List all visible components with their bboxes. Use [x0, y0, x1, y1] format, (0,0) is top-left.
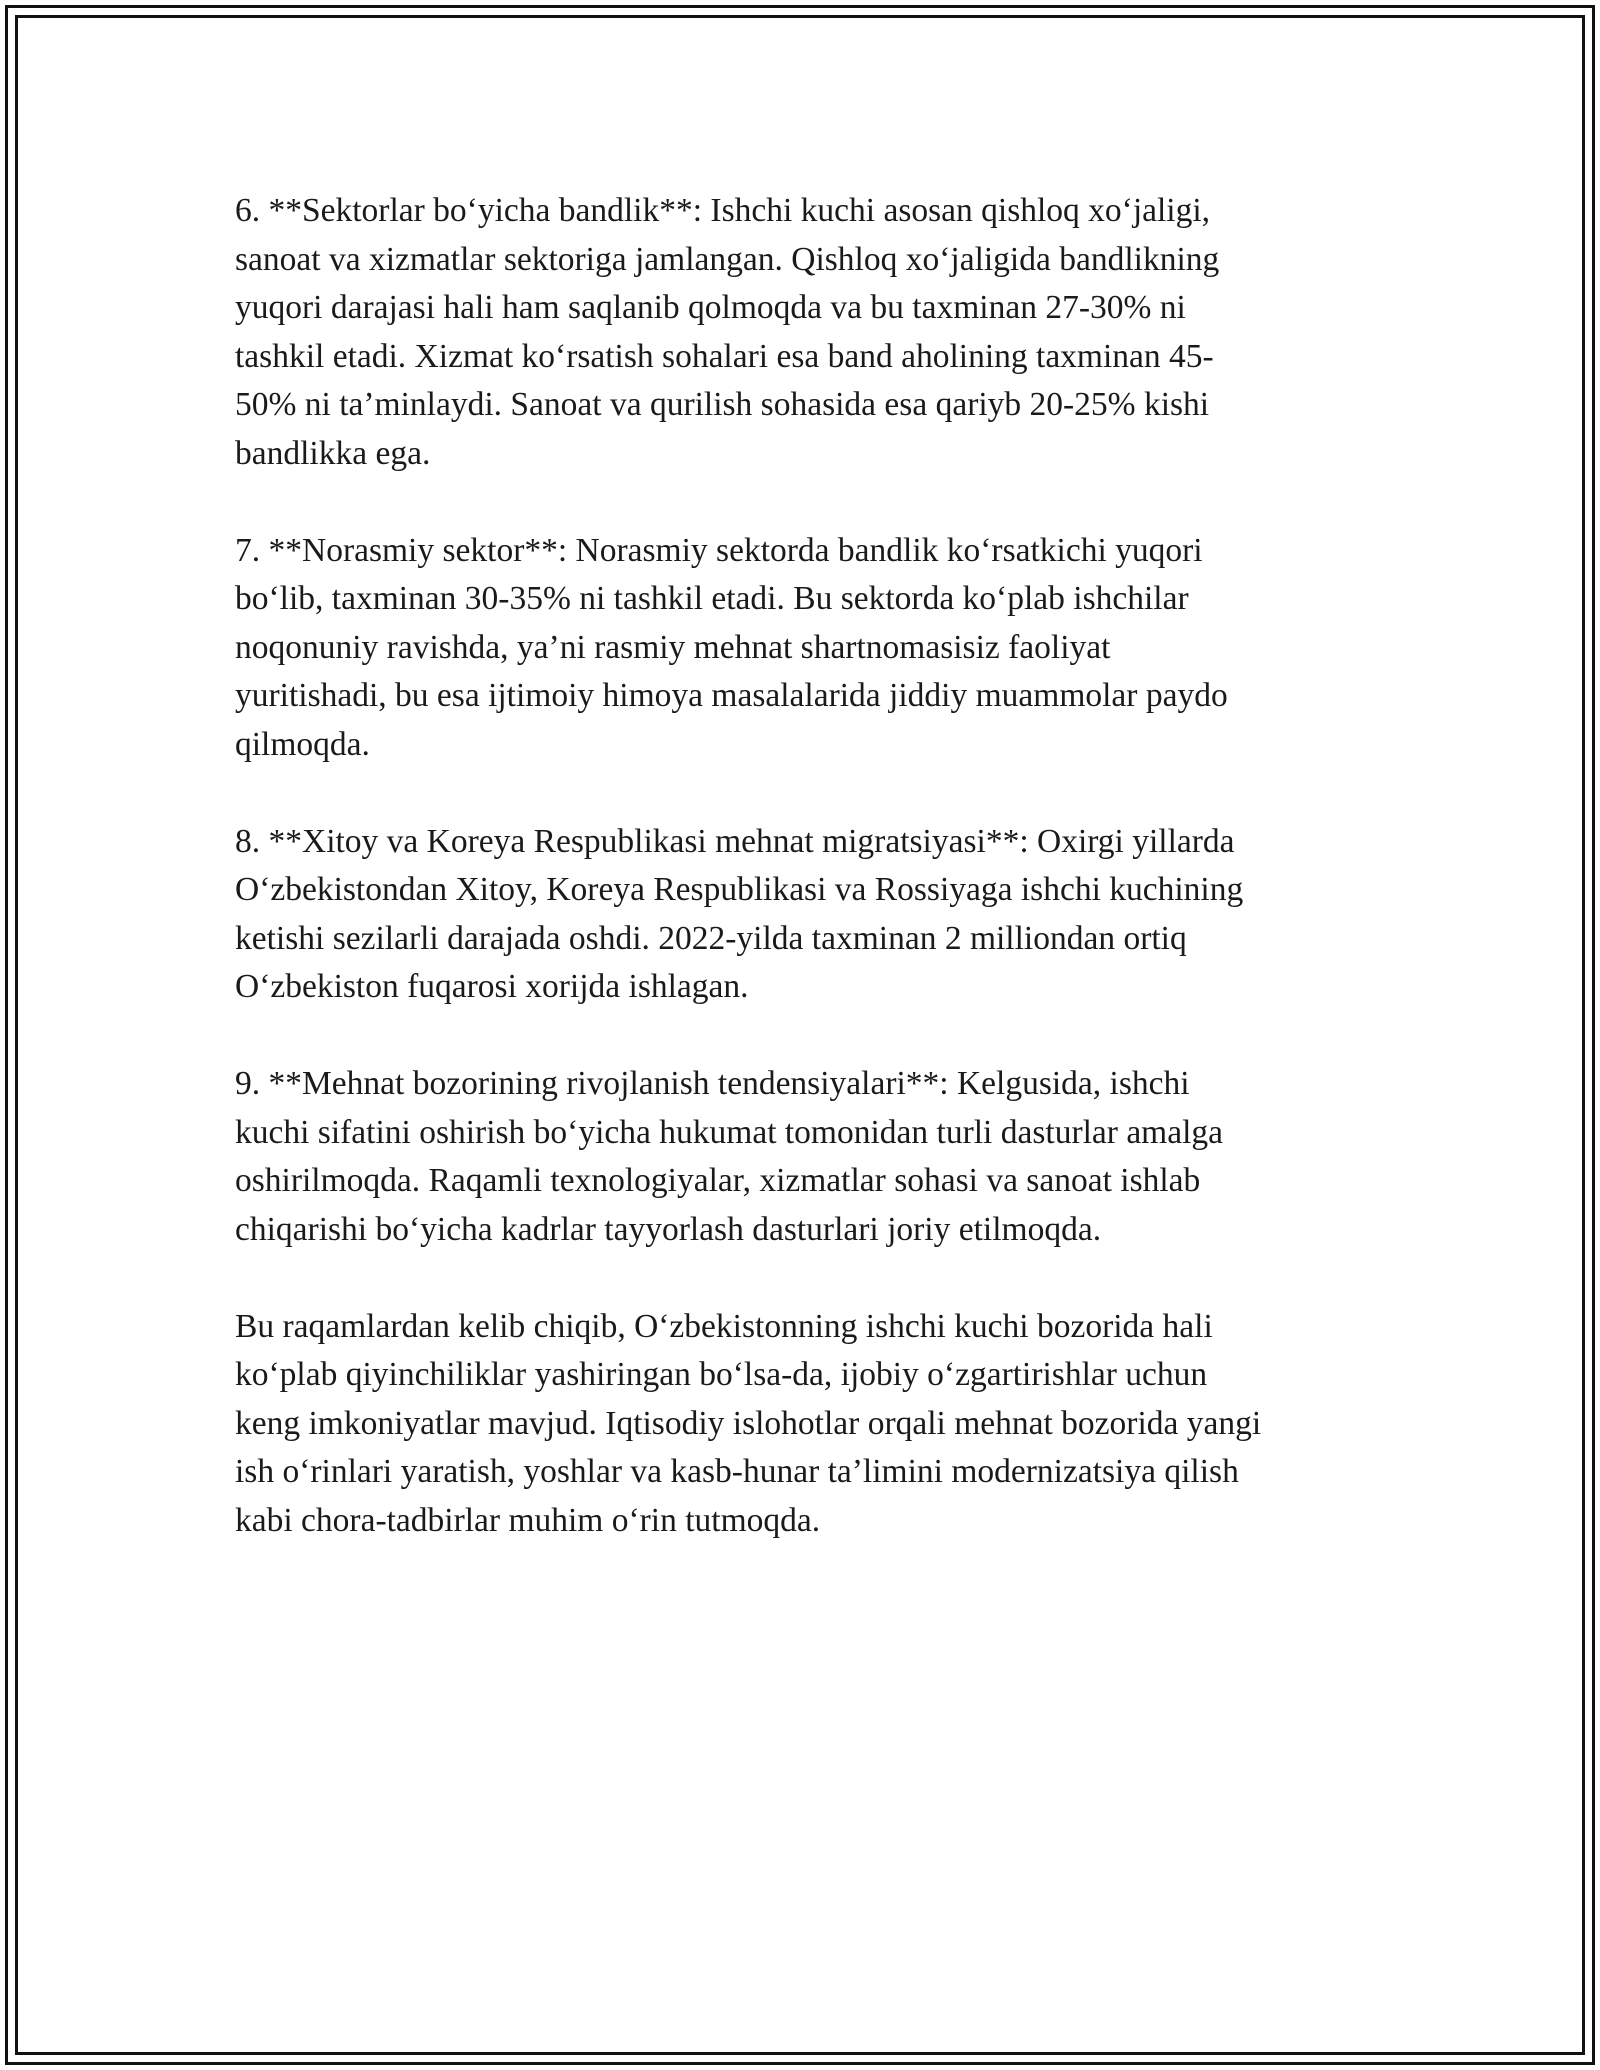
paragraph-norasmiy-sektor [235, 527, 1375, 770]
paragraph-line: O‘zbekiston fuqarosi xorijda ishlagan. [235, 968, 749, 1005]
paragraph-line: noqonuniy ravishda, ya’ni rasmiy mehnat shartnomasisiz faoliyat [235, 628, 1111, 666]
paragraph-conclusion [235, 1303, 1375, 1546]
paragraph-line: ketishi sezilarli darajada oshdi. 2022-yilda taxminan 2 milliondan ortiq [235, 919, 1187, 957]
paragraph-line: oshirilmoqda. Raqamli texnologiyalar, xizmatlar sohasi va sanoat ishlab [235, 1162, 1201, 1199]
paragraph-rivojlanish-tendensiyalari [235, 1060, 1375, 1254]
paragraph-line: keng imkoniyatlar mavjud. Iqtisodiy islohotlar orqali mehnat bozorida yangi [235, 1404, 1262, 1442]
document-body [235, 187, 1375, 1594]
paragraph-line: tashkil etadi. Xizmat ko‘rsatish sohalari esa band aholining taxminan 45- [235, 337, 1214, 375]
paragraph-line: bandlikka ega. [235, 434, 431, 472]
paragraph-line: sanoat va xizmatlar sektoriga jamlangan. Qishloq xo‘jaligida bandlikning [235, 240, 1220, 278]
paragraph-line: 9. **Mehnat bozorining rivojlanish tendensiyalari**: Kelgusida, ishchi [235, 1065, 1190, 1102]
paragraph-sektorlar-boyicha-bandlik [235, 187, 1375, 478]
paragraph-line: O‘zbekistondan Xitoy, Koreya Respublikasi va Rossiyaga ishchi kuchining [235, 871, 1244, 908]
paragraph-line: 50% ni ta’minlaydi. Sanoat va qurilish sohasida esa qariyb 20-25% kishi [235, 386, 1210, 423]
paragraph-line: 7. **Norasmiy sektor**: Norasmiy sektorda bandlik ko‘rsatkichi yuqori [235, 531, 1203, 569]
paragraph-line: kuchi sifatini oshirish bo‘yicha hukumat tomonidan turli dasturlar amalga [235, 1113, 1224, 1151]
paragraph-line: 8. **Xitoy va Koreya Respublikasi mehnat migratsiyasi**: Oxirgi yillarda [235, 822, 1235, 860]
paragraph-line: yuqori darajasi hali ham saqlanib qolmoqda va bu taxminan 27-30% ni [235, 289, 1186, 326]
paragraph-line: 6. **Sektorlar bo‘yicha bandlik**: Ishchi kuchi asosan qishloq xo‘jaligi, [235, 192, 1211, 229]
paragraph-mehnat-migratsiyasi [235, 818, 1375, 1012]
paragraph-line: bo‘lib, taxminan 30-35% ni tashkil etadi. Bu sektorda ko‘plab ishchilar [235, 580, 1189, 617]
paragraph-line: qilmoqda. [235, 725, 370, 763]
paragraph-line: chiqarishi bo‘yicha kadrlar tayyorlash dasturlari joriy etilmoqda. [235, 1210, 1102, 1248]
paragraph-line: kabi chora-tadbirlar muhim o‘rin tutmoqda. [235, 1501, 821, 1539]
paragraph-line: ko‘plab qiyinchiliklar yashiringan bo‘lsa-da, ijobiy o‘zgartirishlar uchun [235, 1356, 1208, 1393]
paragraph-line: ish o‘rinlari yaratish, yoshlar va kasb-hunar ta’limini modernizatsiya qilish [235, 1453, 1239, 1490]
paragraph-line: yuritishadi, bu esa ijtimoiy himoya masalalarida jiddiy muammolar paydo [235, 677, 1228, 714]
paragraph-line: Bu raqamlardan kelib chiqib, O‘zbekistonning ishchi kuchi bozorida hali [235, 1307, 1213, 1345]
